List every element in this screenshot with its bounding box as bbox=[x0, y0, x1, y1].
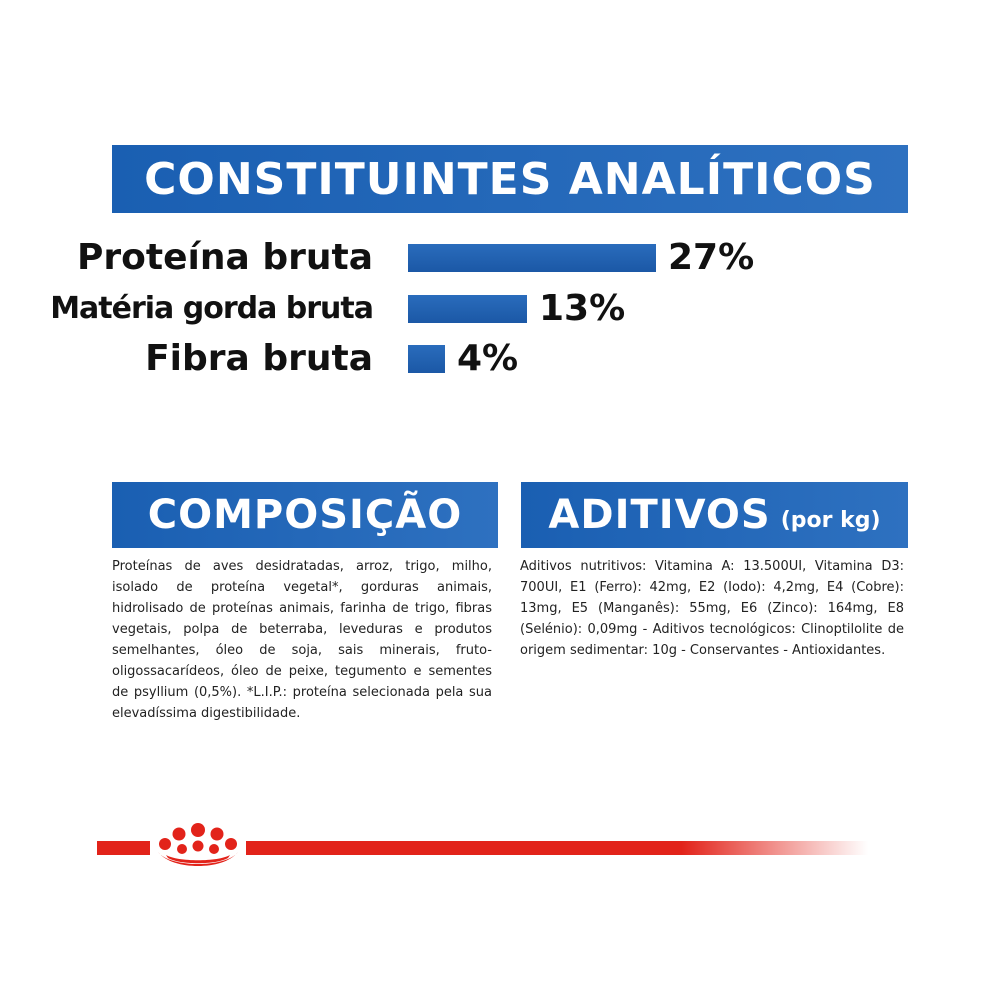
analytics-row-fiber bbox=[0, 334, 1000, 384]
analytics-bar bbox=[408, 295, 527, 323]
composition-title-band bbox=[112, 482, 498, 548]
analytics-row-protein bbox=[0, 233, 1000, 283]
royal-canin-crown-icon bbox=[152, 822, 244, 870]
brand-line-right bbox=[246, 841, 868, 855]
additives-text: Aditivos nutritivos: Vitamina A: 13.500UI, Vitamina D3: 700UI, E1 (Ferro): 42mg, E2 (Iodo): 4,2mg, E4 (Cobre): 13mg, E5 (Manganês): 55mg, E6 (Zinco): 164mg, E8 (Selénio): 0,09mg - Aditivos tecnológicos: Clinoptilolite de origem sedimentar: 10g - Conservantes - Antioxidantes. bbox=[520, 559, 904, 658]
analytics-value: 4% bbox=[457, 338, 519, 379]
analytics-row-fat bbox=[0, 284, 1000, 334]
analytics-value: 13% bbox=[539, 288, 626, 329]
analytics-label: Fibra bruta bbox=[145, 338, 373, 379]
analytics-title-band bbox=[112, 145, 908, 213]
analytics-bar bbox=[408, 244, 656, 272]
analytics-title: CONSTITUINTES ANALÍTICOS bbox=[144, 153, 876, 205]
additives-unit: (por kg) bbox=[780, 507, 881, 533]
additives-title: ADITIVOS bbox=[548, 492, 771, 538]
analytics-bar bbox=[408, 345, 445, 373]
analytics-label: Matéria gorda bruta bbox=[50, 291, 373, 326]
additives-title-band bbox=[521, 482, 908, 548]
composition-text: Proteínas de aves desidratadas, arroz, trigo, milho, isolado de proteína vegetal*, gorduras animais, hidrolisado de proteínas animais, farinha de trigo, fibras vegetais, polpa de beterraba, leveduras e produtos semelhantes, óleo de soja, sais minerais, fruto-oligossacarídeos, óleo de peixe, tegumento e sementes de psyllium (0,5%). *L.I.P.: proteína selecionada pela sua elevadíssima digestibilidade. bbox=[112, 559, 492, 721]
analytics-value: 27% bbox=[668, 237, 755, 278]
analytics-label: Proteína bruta bbox=[77, 237, 373, 278]
composition-title: COMPOSIÇÃO bbox=[147, 492, 463, 538]
brand-line-left bbox=[97, 841, 150, 855]
